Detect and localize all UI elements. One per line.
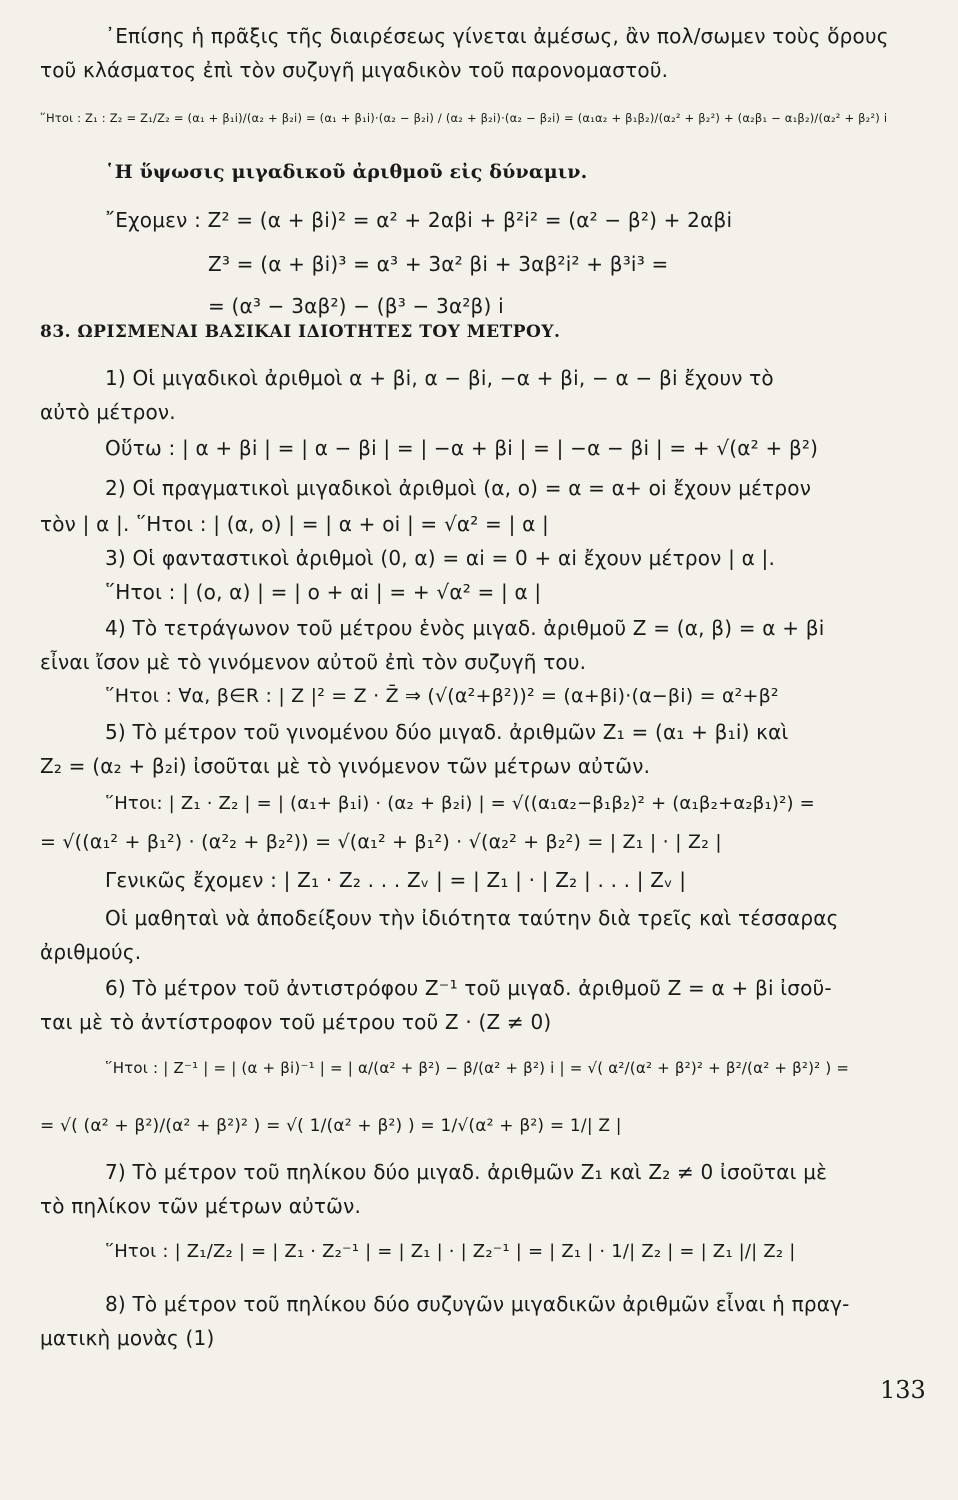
- text-line: 4) Τὸ τετράγωνον τοῦ μέτρου ἑνὸς μιγαδ. ἀριθμοῦ Z = (α, β) = α + βi: [105, 616, 825, 640]
- subheading-power: ῾Η ὕψωσις μιγαδικοῦ ἀριθμοῦ εἰς δύναμιν.: [105, 161, 588, 183]
- text-line: εἶναι ἴσον μὲ τὸ γινόμενον αὐτοῦ ἐπὶ τὸν συζυγῆ του.: [40, 650, 587, 674]
- text-line: Οἱ μαθηταὶ νὰ ἀποδείξουν τὴν ἰδιότητα ταύτην διὰ τρεῖς καὶ τέσσαρας: [105, 906, 839, 930]
- text-line: 7) Τὸ μέτρον τοῦ πηλίκου δύο μιγαδ. ἀριθμῶν Z₁ καὶ Z₂ ≠ 0 ἰσοῦται μὲ: [105, 1160, 828, 1184]
- text-line: 5) Τὸ μέτρον τοῦ γινομένου δύο μιγαδ. ἀριθμῶν Z₁ = (α₁ + β₁i) καὶ: [105, 720, 789, 744]
- formula-inverse: ῞Ητοι : | Z⁻¹ | = | (α + βi)⁻¹ | = | α/(α² + β²) − β/(α² + β²) i | = √( α²/(α² + β²)² + β²/(α² + β²)² ) =: [105, 1059, 850, 1077]
- text-line: ῞Ητοι : | (ο, α) | = | ο + αi | = + √α² = | α |: [105, 580, 542, 604]
- text-line: 3) Οἱ φανταστικοὶ ἀριθμοὶ (0, α) = αi = 0 + αi ἔχουν μέτρον | α |.: [105, 546, 776, 570]
- text-line: τοῦ κλάσματος ἐπὶ τὸν συζυγῆ μιγαδικὸν τοῦ παρονομαστοῦ.: [40, 58, 669, 82]
- text-line: 8) Τὸ μέτρον τοῦ πηλίκου δύο συζυγῶν μιγαδικῶν ἀριθμῶν εἶναι ἡ πραγ-: [105, 1292, 850, 1316]
- text-line: ματικὴ μονὰς (1): [40, 1326, 215, 1350]
- text-line: 6) Τὸ μέτρον τοῦ ἀντιστρόφου Z⁻¹ τοῦ μιγαδ. ἀριθμοῦ Z = α + βi ἰσοῦ-: [105, 976, 832, 1000]
- formula-product: ῞Ητοι: | Z₁ · Z₂ | = | (α₁+ β₁i) · (α₂ + β₂i) | = √((α₁α₂−β₁β₂)² + (α₁β₂+α₂β₁)²) =: [105, 793, 815, 814]
- formula-square: ῎Εχομεν : Z² = (α + βi)² = α² + 2αβi + β²i² = (α² − β²) + 2αβi: [105, 208, 733, 232]
- text-line: ται μὲ τὸ ἀντίστροφον τοῦ μέτρου τοῦ Z · (Z ≠ 0): [40, 1010, 552, 1034]
- formula-conjugate: ῞Ητοι : ∀α, β∈R : | Z |² = Z · Z̄ ⇒ (√(α²+β²))² = (α+βi)·(α−βi) = α²+β²: [105, 685, 779, 707]
- text-line: Γενικῶς ἔχομεν : | Z₁ · Z₂ . . . Zᵥ | = | Z₁ | · | Z₂ | . . . | Zᵥ |: [105, 868, 687, 892]
- formula-quotient: ῞Ητοι : | Z₁/Z₂ | = | Z₁ · Z₂⁻¹ | = | Z₁ | · | Z₂⁻¹ | = | Z₁ | · 1/| Z₂ | = | Z₁ |/| Z₂ |: [105, 1241, 796, 1262]
- text-line: Z₂ = (α₂ + β₂i) ἰσοῦται μὲ τὸ γινόμενον τῶν μέτρων αὐτῶν.: [40, 754, 651, 778]
- formula-inverse-cont: = √( (α² + β²)/(α² + β²)² ) = √( 1/(α² + β²) ) = 1/√(α² + β²) = 1/| Z |: [40, 1116, 622, 1136]
- text-line: ᾿Επίσης ἡ πρᾶξις τῆς διαιρέσεως γίνεται ἀμέσως, ἂν πολ/σωμεν τοὺς ὅρους: [105, 24, 889, 48]
- text-line: τὸν | α |. ῞Ητοι : | (α, ο) | = | α + οi | = √α² = | α |: [40, 512, 549, 536]
- text-line: αὐτὸ μέτρον.: [40, 400, 176, 424]
- division-formula: ῞Ητοι : Z₁ : Z₂ = Z₁/Z₂ = (α₁ + β₁i)/(α₂ + β₂i) = (α₁ + β₁i)·(α₂ − β₂i) / (α₂ + β₂i)·(α₂ − β₂i) = (α₁α₂ + β₁β₂)/(α₂² + β₂²) + (α₂β₁ − α₁β₂)/(α₂² + β₂²) i: [40, 111, 888, 125]
- formula-product-cont: = √((α₁² + β₁²) · (α²₂ + β₂²)) = √(α₁² + β₁²) · √(α₂² + β₂²) = | Z₁ | · | Z₂ |: [40, 831, 722, 853]
- formula-cube: Z³ = (α + βi)³ = α³ + 3α² βi + 3αβ²i² + β³i³ =: [208, 252, 669, 276]
- page-number: 133: [880, 1376, 926, 1404]
- formula-cube-result: = (α³ − 3αβ²) − (β³ − 3α²β) i: [208, 294, 504, 318]
- text-line: ἀριθμούς.: [40, 940, 142, 964]
- text-line: 2) Οἱ πραγματικοὶ μιγαδικοὶ ἀριθμοὶ (α, ο) = α = α+ οi ἔχουν μέτρον: [105, 476, 812, 500]
- text-line: τὸ πηλίκον τῶν μέτρων αὐτῶν.: [40, 1194, 362, 1218]
- section-title-83: 83. ΩΡΙΣΜΕΝΑΙ ΒΑΣΙΚΑΙ ΙΔΙΟΤΗΤΕΣ ΤΟΥ ΜΕΤΡΟΥ.: [40, 322, 561, 342]
- text-line: 1) Οἱ μιγαδικοὶ ἀριθμοὶ α + βi, α − βi, −α + βi, − α − βi ἔχουν τὸ: [105, 366, 774, 390]
- formula-modulus: Οὕτω : | α + βi | = | α − βi | = | −α + βi | = | −α − βi | = + √(α² + β²): [105, 436, 819, 460]
